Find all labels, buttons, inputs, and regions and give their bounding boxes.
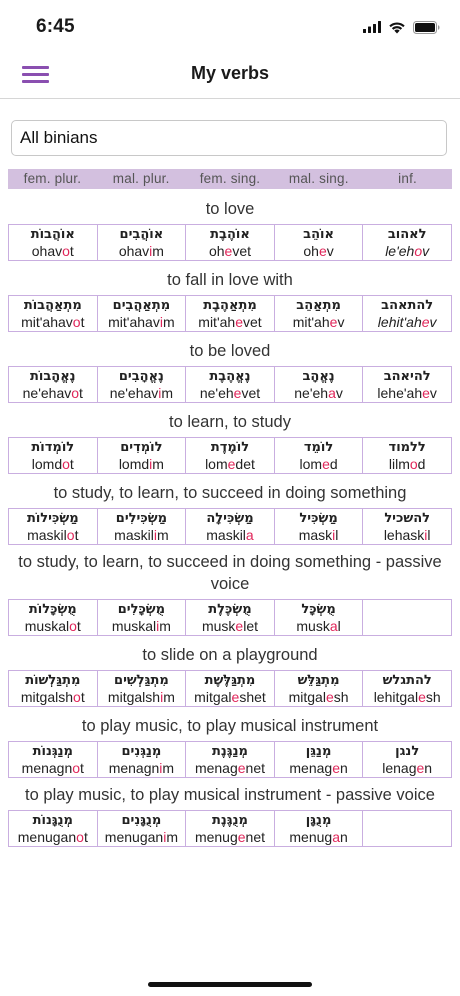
- stressed-vowel: o: [62, 243, 70, 259]
- translit-post: l: [335, 527, 339, 543]
- translit-post: vet: [241, 385, 261, 401]
- hebrew-form: מְנַגֵּן: [305, 744, 332, 759]
- conjugation-cell[interactable]: [274, 296, 363, 331]
- translit-pre: ne'ehav: [22, 385, 72, 401]
- translit-pre: maskil: [27, 527, 67, 543]
- conjugation-row[interactable]: [8, 810, 452, 847]
- translit-post: vet: [243, 314, 262, 330]
- stressed-vowel: i: [158, 385, 162, 401]
- conjugation-cell[interactable]: [362, 225, 451, 260]
- translit-post: d: [417, 456, 426, 472]
- stressed-vowel: i: [153, 527, 157, 543]
- hebrew-form: אוֹהֶבֶת: [210, 227, 250, 242]
- stressed-vowel: a: [328, 385, 336, 401]
- translit-pre: menug: [194, 829, 238, 845]
- stressed-vowel: e: [231, 689, 240, 705]
- conjugation-cell[interactable]: [362, 509, 451, 544]
- conjugation-cell[interactable]: [274, 225, 363, 260]
- stressed-vowel: i: [159, 314, 163, 330]
- hebrew-form: מֻשְׂכֶּלֶת: [208, 602, 252, 617]
- stressed-vowel: e: [227, 456, 236, 472]
- translit-post: m: [162, 314, 175, 330]
- translit-post: n: [424, 760, 433, 776]
- hebrew-form: מִתְגַּלֶּשֶׁת: [204, 673, 256, 688]
- verb-meaning[interactable]: to learn, to study: [169, 413, 291, 431]
- translit-post: t: [69, 243, 74, 259]
- transliteration: [363, 314, 451, 331]
- translit-pre: menugan: [17, 829, 77, 845]
- conjugation-cell[interactable]: [97, 509, 186, 544]
- translit-pre: lehask: [383, 527, 425, 543]
- conjugation-cell[interactable]: [97, 600, 186, 635]
- hebrew-form: מְנַגְּנִים: [121, 744, 162, 759]
- conjugation-cell[interactable]: [9, 438, 97, 473]
- hebrew-form: מִתְאַהֶבֶת: [203, 298, 257, 313]
- stressed-vowel: i: [156, 618, 160, 634]
- hebrew-form: מִתְאַהֲבוֹת: [23, 298, 82, 313]
- hebrew-form: מִתְאַהֲבִים: [112, 298, 171, 313]
- conjugation-cell[interactable]: [9, 509, 97, 544]
- transliteration: [275, 829, 363, 846]
- hebrew-form: אוֹהֵב: [303, 227, 334, 242]
- conjugation-cell[interactable]: [274, 600, 363, 635]
- translit-post: l: [427, 527, 431, 543]
- stressed-vowel: e: [318, 243, 327, 259]
- transliteration: [275, 385, 363, 402]
- hebrew-form: נֶאֱהָב: [302, 369, 335, 384]
- translit-post: v: [335, 385, 343, 401]
- column-headers: [8, 169, 452, 189]
- conjugation-cell[interactable]: [274, 438, 363, 473]
- transliteration: [186, 760, 274, 777]
- translit-post: l: [337, 618, 341, 634]
- translit-post: t: [80, 314, 85, 330]
- translit-post: t: [79, 385, 83, 401]
- hebrew-form: לוֹמֶדֶת: [210, 440, 250, 455]
- transliteration: [98, 689, 186, 706]
- hebrew-form: מְנַגֶּנֶת: [212, 744, 248, 759]
- conjugation-cell[interactable]: [274, 742, 363, 777]
- translit-pre: lomd: [31, 456, 63, 472]
- conjugation-row[interactable]: [8, 599, 452, 636]
- transliteration: [275, 314, 363, 331]
- transliteration: [186, 829, 274, 846]
- translit-post: t: [83, 829, 88, 845]
- stressed-vowel: o: [72, 314, 81, 330]
- transliteration: [98, 243, 186, 260]
- home-indicator: [148, 982, 312, 987]
- transliteration: [98, 456, 186, 473]
- conjugation-cell[interactable]: [274, 509, 363, 544]
- hebrew-form: מֻשְׂכָּלִים: [117, 602, 166, 617]
- verb-meaning[interactable]: to study, to learn, to succeed in doing something - passive voice: [18, 553, 442, 593]
- translit-post: let: [243, 618, 258, 634]
- hebrew-form: מֻשְׂכָּלוֹת: [28, 602, 77, 617]
- translit-pre: mask: [298, 527, 333, 543]
- transliteration: [363, 760, 451, 777]
- translit-pre: lilm: [388, 456, 410, 472]
- hebrew-form: [363, 602, 451, 618]
- conjugation-cell[interactable]: [9, 742, 97, 777]
- transliteration: [98, 385, 186, 402]
- transliteration: [98, 760, 186, 777]
- translit-pre: ohav: [31, 243, 63, 259]
- transliteration: [186, 314, 274, 331]
- translit-pre: mit'ahav: [108, 314, 160, 330]
- conjugation-cell[interactable]: [185, 296, 274, 331]
- nav-bar: [0, 50, 460, 99]
- transliteration: [275, 527, 363, 544]
- translit-post: v: [429, 314, 437, 330]
- transliteration: [9, 456, 97, 473]
- transliteration: [275, 618, 363, 635]
- stressed-vowel: e: [235, 618, 244, 634]
- transliteration: [9, 760, 97, 777]
- column-header: fem. plur.: [23, 171, 82, 186]
- conjugation-cell[interactable]: [97, 225, 186, 260]
- stressed-vowel: a: [245, 527, 254, 543]
- translit-post: v: [337, 314, 345, 330]
- transliteration: [186, 689, 274, 706]
- conjugation-row[interactable]: [8, 224, 452, 261]
- transliteration: [186, 243, 274, 260]
- conjugation-cell[interactable]: [185, 600, 274, 635]
- hebrew-form: נֶאֱהֶבֶת: [209, 369, 251, 384]
- translit-pre: mitgalsh: [20, 689, 74, 705]
- hebrew-form: מַשְׂכִּילָה: [206, 511, 254, 526]
- translit-pre: lom: [299, 456, 323, 472]
- stressed-vowel: e: [422, 385, 430, 401]
- transliteration: [275, 243, 363, 260]
- transliteration: [363, 456, 451, 473]
- translit-post: d: [329, 456, 338, 472]
- conjugation-cell[interactable]: [185, 811, 274, 846]
- translit-pre: lehe'ah: [377, 385, 423, 401]
- hebrew-form: [363, 813, 451, 829]
- translit-pre: lom: [205, 456, 228, 472]
- translit-pre: muskal: [24, 618, 70, 634]
- conjugation-cell[interactable]: [274, 367, 363, 402]
- conjugation-cell[interactable]: [185, 671, 274, 706]
- translit-post: sh: [333, 689, 349, 705]
- conjugation-row[interactable]: [8, 295, 452, 332]
- stressed-vowel: i: [149, 243, 153, 259]
- transliteration: [9, 829, 97, 846]
- stressed-vowel: i: [159, 760, 163, 776]
- conjugation-cell[interactable]: [9, 671, 97, 706]
- stressed-vowel: e: [421, 314, 430, 330]
- translit-pre: menag: [289, 760, 333, 776]
- conjugation-cell[interactable]: [274, 671, 363, 706]
- stressed-vowel: o: [73, 689, 81, 705]
- translit-post: m: [159, 618, 171, 634]
- hebrew-form: להתאהב: [381, 298, 434, 313]
- translit-pre: menag: [194, 760, 238, 776]
- transliteration: [98, 618, 186, 635]
- translit-pre: ne'ehav: [109, 385, 159, 401]
- stressed-vowel: i: [332, 527, 336, 543]
- conjugation-cell[interactable]: [97, 296, 186, 331]
- stressed-vowel: o: [72, 760, 81, 776]
- transliteration: [9, 314, 97, 331]
- conjugation-row[interactable]: [8, 437, 452, 474]
- transliteration: [9, 618, 97, 635]
- hebrew-form: נֶאֱהָבוֹת: [30, 369, 76, 384]
- column-header: mal. sing.: [288, 171, 349, 186]
- transliteration: [363, 527, 451, 544]
- stressed-vowel: e: [332, 760, 340, 776]
- translit-pre: musk: [296, 618, 330, 634]
- translit-post: vet: [232, 243, 252, 259]
- hebrew-form: מַשְׂכִּילִים: [115, 511, 167, 526]
- stressed-vowel: o: [71, 385, 80, 401]
- stressed-vowel: i: [160, 689, 164, 705]
- hebrew-form: אוֹהֲבוֹת: [30, 227, 75, 242]
- column-header: mal. plur.: [112, 171, 170, 186]
- column-header: inf.: [398, 171, 417, 186]
- conjugation-cell[interactable]: [362, 438, 451, 473]
- stressed-vowel: o: [62, 456, 70, 472]
- translit-pre: mit'ah: [198, 314, 236, 330]
- hebrew-form: מַשְׂכִּילוֹת: [26, 511, 79, 526]
- translit-pre: menagn: [108, 760, 160, 776]
- hebrew-form: מִתְגַּלֵּשׁ: [297, 673, 340, 688]
- translit-post: m: [163, 689, 175, 705]
- translit-post: shet: [239, 689, 266, 705]
- translit-pre: oh: [303, 243, 319, 259]
- translit-pre: lehitgal: [373, 689, 419, 705]
- translit-post: t: [80, 689, 85, 705]
- translit-pre: maskil: [114, 527, 154, 543]
- conjugation-row[interactable]: [8, 670, 452, 707]
- translit-pre: le'eh: [385, 243, 415, 259]
- transliteration: [275, 456, 363, 473]
- wifi-icon: [388, 21, 406, 34]
- transliteration: [275, 760, 363, 777]
- translit-pre: lenag: [382, 760, 417, 776]
- battery-icon: [413, 21, 440, 34]
- translit-pre: ne'eh: [199, 385, 234, 401]
- translit-post: t: [80, 760, 84, 776]
- translit-post: v: [326, 243, 334, 259]
- conjugation-cell[interactable]: [97, 671, 186, 706]
- translit-post: m: [162, 760, 175, 776]
- stressed-vowel: e: [325, 689, 334, 705]
- conjugation-row[interactable]: [8, 741, 452, 778]
- transliteration: [363, 689, 451, 706]
- stressed-vowel: e: [224, 243, 233, 259]
- hebrew-form: אוֹהֲבִים: [119, 227, 164, 242]
- hebrew-form: מַשְׂכִּיל: [299, 511, 338, 526]
- status-bar: [0, 0, 460, 50]
- cellular-signal-icon: [363, 21, 381, 33]
- hebrew-form: להתגלש: [382, 673, 432, 688]
- translit-post: v: [422, 243, 430, 259]
- stressed-vowel: e: [329, 314, 338, 330]
- translit-post: n: [339, 829, 348, 845]
- conjugation-cell[interactable]: [97, 811, 186, 846]
- translit-pre: oh: [208, 243, 225, 259]
- translit-pre: menagn: [21, 760, 73, 776]
- translit-post: v: [429, 385, 437, 401]
- translit-pre: maskil: [206, 527, 246, 543]
- translit-post: m: [152, 456, 164, 472]
- translit-pre: mitgal: [194, 689, 232, 705]
- conjugation-cell[interactable]: [185, 225, 274, 260]
- translit-post: n: [339, 760, 348, 776]
- conjugation-cell[interactable]: [9, 225, 97, 260]
- conjugation-cell[interactable]: [9, 367, 97, 402]
- conjugation-cell[interactable]: [97, 367, 186, 402]
- stressed-vowel: o: [414, 243, 423, 259]
- page-title: My verbs: [190, 63, 270, 83]
- hebrew-form: לנגן: [395, 744, 420, 759]
- stressed-vowel: e: [237, 829, 246, 845]
- conjugation-cell[interactable]: [185, 742, 274, 777]
- hebrew-form: מִתְגַּלְשִׁים: [114, 673, 169, 688]
- translit-pre: lehit'ah: [377, 314, 422, 330]
- stressed-vowel: o: [76, 829, 84, 845]
- status-time: 6:45: [36, 16, 75, 37]
- stressed-vowel: e: [418, 689, 426, 705]
- transliteration: [186, 618, 274, 635]
- verb-meaning[interactable]: to study, to learn, to succeed in doing something: [53, 484, 407, 502]
- stressed-vowel: e: [233, 385, 242, 401]
- hebrew-form: לוֹמֵד: [303, 440, 334, 455]
- hebrew-form: לוֹמְדוֹת: [31, 440, 75, 455]
- hebrew-form: מְנֻגָּנִים: [121, 813, 162, 828]
- translit-post: t: [76, 618, 81, 634]
- stressed-vowel: e: [237, 760, 246, 776]
- stressed-vowel: a: [329, 618, 338, 634]
- translit-post: m: [166, 829, 178, 845]
- hebrew-form: להשכיל: [384, 511, 431, 526]
- conjugation-cell[interactable]: [185, 509, 274, 544]
- hebrew-form: להיאהב: [383, 369, 431, 384]
- translit-pre: menug: [289, 829, 333, 845]
- translit-post: sh: [425, 689, 441, 705]
- transliteration: [98, 829, 186, 846]
- conjugation-cell[interactable]: [9, 811, 97, 846]
- translit-pre: mit'ah: [292, 314, 330, 330]
- transliteration: [363, 243, 451, 260]
- translit-post: net: [245, 760, 266, 776]
- translit-pre: ne'eh: [294, 385, 329, 401]
- translit-pre: menugan: [104, 829, 164, 845]
- translit-post: m: [152, 243, 164, 259]
- verb-meaning[interactable]: to be loved: [189, 342, 271, 360]
- hebrew-form: לוֹמְדִים: [120, 440, 163, 455]
- translit-pre: musk: [201, 618, 236, 634]
- translit-pre: muskal: [111, 618, 157, 634]
- verb-list: [0, 190, 460, 847]
- conjugation-cell[interactable]: [97, 742, 186, 777]
- translit-pre: ohav: [118, 243, 150, 259]
- conjugation-row[interactable]: [8, 366, 452, 403]
- conjugation-cell[interactable]: [9, 600, 97, 635]
- hebrew-form: נֶאֱהָבִים: [118, 369, 164, 384]
- stressed-vowel: e: [416, 760, 425, 776]
- translit-post: det: [235, 456, 255, 472]
- translit-post: m: [161, 385, 174, 401]
- conjugation-cell[interactable]: [362, 367, 451, 402]
- hebrew-form: מְנֻגָּן: [305, 813, 332, 828]
- translit-post: net: [245, 829, 266, 845]
- transliteration: [186, 385, 274, 402]
- translit-pre: lomd: [118, 456, 150, 472]
- status-icons: [363, 17, 440, 37]
- translit-pre: mitgal: [288, 689, 326, 705]
- verb-meaning[interactable]: to slide on a playground: [142, 646, 318, 664]
- stressed-vowel: a: [332, 829, 340, 845]
- conjugation-cell[interactable]: [362, 600, 451, 635]
- translit-pre: mit'ahav: [21, 314, 73, 330]
- conjugation-cell[interactable]: [274, 811, 363, 846]
- transliteration: [9, 385, 97, 402]
- hebrew-form: מֻשְׂכָּל: [301, 602, 336, 617]
- transliteration: [363, 385, 451, 402]
- conjugation-cell[interactable]: [9, 296, 97, 331]
- conjugation-cell[interactable]: [362, 671, 451, 706]
- translit-post: t: [74, 527, 79, 543]
- stressed-vowel: o: [66, 527, 75, 543]
- verb-meaning[interactable]: to play music, to play musical instrument - passive voice: [25, 786, 435, 804]
- transliteration: [275, 689, 363, 706]
- transliteration: [98, 527, 186, 544]
- column-header: fem. sing.: [199, 171, 261, 186]
- conjugation-cell[interactable]: [185, 438, 274, 473]
- hebrew-form: מְנֻגָּנוֹת: [32, 813, 73, 828]
- hebrew-form: לאהוב: [387, 227, 427, 242]
- binian-filter-select[interactable]: All binians: [11, 120, 447, 156]
- conjugation-cell[interactable]: [362, 296, 451, 331]
- translit-post: t: [69, 456, 74, 472]
- conjugation-row[interactable]: [8, 508, 452, 545]
- stressed-vowel: o: [69, 618, 77, 634]
- transliteration: [9, 689, 97, 706]
- stressed-vowel: e: [322, 456, 330, 472]
- translit-post: m: [156, 527, 169, 543]
- conjugation-cell[interactable]: [185, 367, 274, 402]
- verb-meaning[interactable]: to love: [205, 200, 255, 218]
- hebrew-form: מְנֻגֶּנֶת: [212, 813, 248, 828]
- transliteration: [186, 456, 274, 473]
- stressed-vowel: i: [149, 456, 153, 472]
- transliteration: [9, 243, 97, 260]
- verb-meaning[interactable]: to fall in love with: [167, 271, 293, 289]
- transliteration: [98, 314, 186, 331]
- stressed-vowel: e: [235, 314, 243, 330]
- conjugation-cell[interactable]: [362, 811, 451, 846]
- stressed-vowel: i: [163, 829, 167, 845]
- hebrew-form: מְנַגְּנוֹת: [32, 744, 73, 759]
- verb-meaning[interactable]: to play music, to play musical instrument: [81, 717, 379, 735]
- conjugation-cell[interactable]: [362, 742, 451, 777]
- hebrew-form: מִתְאַהֵב: [296, 298, 341, 313]
- hebrew-form: מִתְגַּלְשׁוֹת: [25, 673, 81, 688]
- transliteration: [9, 527, 97, 544]
- stressed-vowel: i: [424, 527, 428, 543]
- transliteration: [186, 527, 274, 544]
- hebrew-form: ללמוד: [388, 440, 426, 455]
- translit-pre: mitgalsh: [107, 689, 161, 705]
- conjugation-cell[interactable]: [97, 438, 186, 473]
- stressed-vowel: o: [409, 456, 418, 472]
